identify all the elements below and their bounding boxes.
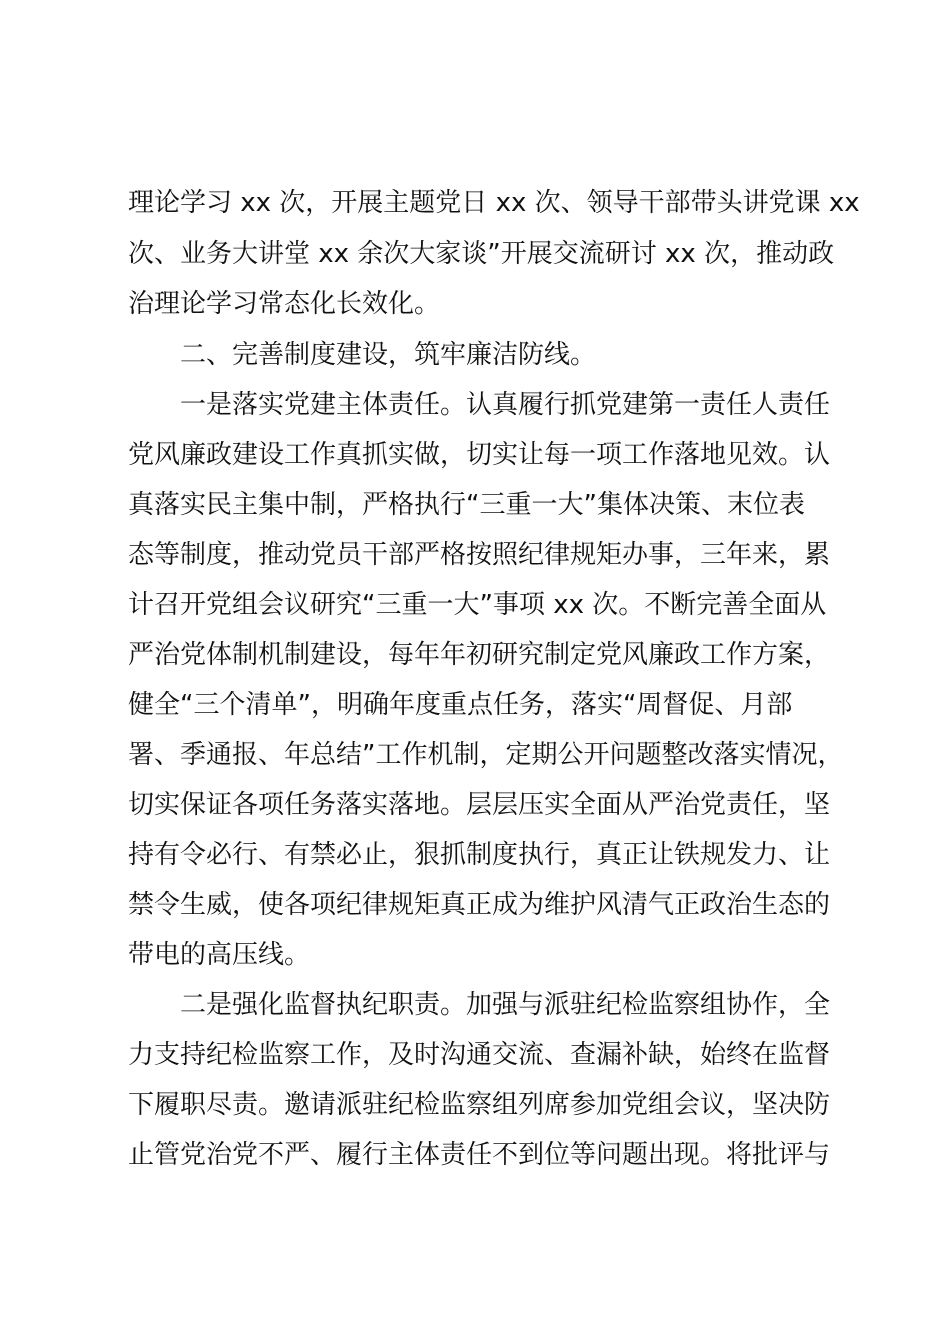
text-line-9: 计召开党组会议研究“三重一大”事项 xx 次。不断完善全面从 — [128, 590, 827, 620]
text-line-11: 健全“三个清单”，明确年度重点任务，落实“周督促、月部 — [128, 690, 793, 720]
text-line-14: 持有令必行、有禁必止，狠抓制度执行，真正让铁规发力、让 — [128, 840, 831, 870]
text-line-7: 真落实民主集中制，严格执行“三重一大”集体决策、末位表 — [128, 490, 805, 520]
text-line-20: 止管党治党不严、履行主体责任不到位等问题出现。将批评与 — [128, 1140, 831, 1170]
text-line-18: 力支持纪检监察工作，及时沟通交流、查漏补缺，始终在监督 — [128, 1040, 831, 1070]
text-line-2: 次、业务大讲堂 xx 余次大家谈”开展交流研讨 xx 次，推动政 — [128, 239, 835, 269]
text-line-13: 切实保证各项任务落实落地。层层压实全面从严治党责任，坚 — [128, 790, 831, 820]
text-line-15: 禁令生威，使各项纪律规矩真正成为维护风清气正政治生态的 — [128, 890, 831, 920]
text-line-1: 理论学习 xx 次，开展主题党日 xx 次、领导干部带头讲党课 xx — [128, 188, 860, 218]
text-line-17: 二是强化监督执纪职责。加强与派驻纪检监察组协作，全 — [128, 990, 831, 1020]
text-line-10: 严治党体制机制建设，每年年初研究制定党风廉政工作方案， — [128, 640, 831, 670]
text-line-3: 治理论学习常态化长效化。 — [128, 289, 441, 319]
text-line-6: 党风廉政建设工作真抓实做，切实让每一项工作落地见效。认 — [128, 440, 831, 470]
text-line-5: 一是落实党建主体责任。认真履行抓党建第一责任人责任 — [128, 390, 831, 420]
section-heading-2: 二、完善制度建设，筑牢廉洁防线。 — [128, 340, 597, 370]
text-line-16: 带电的高压线。 — [128, 940, 311, 970]
text-line-8: 态等制度，推动党员干部严格按照纪律规矩办事，三年来，累 — [128, 540, 831, 570]
text-line-12: 署、季通报、年总结”工作机制，定期公开问题整改落实情况， — [128, 740, 844, 770]
text-line-19: 下履职尽责。邀请派驻纪检监察组列席参加党组会议，坚决防 — [128, 1090, 831, 1120]
